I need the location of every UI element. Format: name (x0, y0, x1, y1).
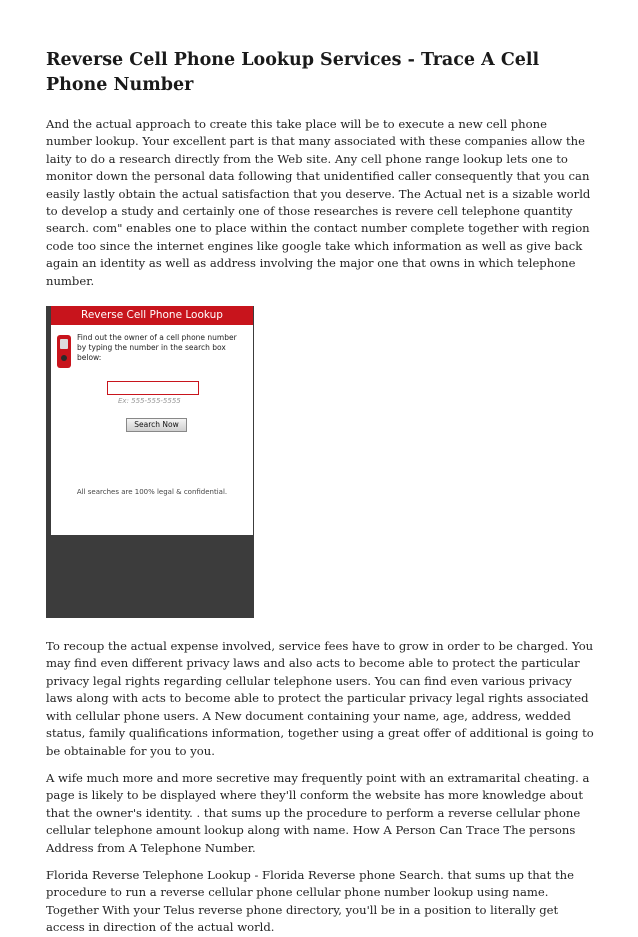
lookup-widget-panel (51, 306, 253, 535)
cell-phone-icon (57, 335, 71, 368)
paragraph-4: Florida Reverse Telephone Lookup - Florida Reverse phone Search. that sums up that the procedure to run a reverse cellular phone cellular phone number lookup using name. Together With your Telus reverse phone directory, you'll be in a position to literally get access in direction of the actual world. (46, 867, 574, 935)
legal-notice: All searches are 100% legal & confidential. (76, 488, 228, 497)
widget-instructions: Find out the owner of a cell phone number by typing the number in the search box below: (77, 333, 237, 363)
document-page (46, 48, 596, 937)
input-example: Ex: 555-555-5555 (118, 397, 181, 406)
search-now-button[interactable]: Search Now (126, 418, 187, 432)
paragraph-1: And the actual approach to create this take place will be to execute a new cell phone number lookup. Your excellent part is that many associated with these companies allow the laity to do a research directly from the Web site. Any cell phone range lookup lets one to monitor down the personal data following that unidentified caller consequently that you can easily lastly obtain the actual satisfaction that you deserve. The Actual net is a sizable world to develop a study and certainly one of those researches is revere cell telephone quantity search. com" enables one to place within the contact number complete together with region code too since the internet engines like google take which information as well as give back again an identity as well as address involving the major one that owns in which telephone number. (46, 117, 591, 288)
paragraph-3: A wife much more and more secretive may frequently point with an extramarital cheating. a page is likely to be displayed where they'll conform the website has more knowledge about that the owner's identity. . that sums up the procedure to perform a reverse cellular phone cellular telephone amount lookup along with name. How A Person Can Trace The persons Address from A Telephone Number. (46, 770, 590, 855)
lookup-widget-image (46, 306, 254, 618)
paragraph-2: To recoup the actual expense involved, service fees have to grow in order to be charged. You may find even different privacy laws and also acts to become able to protect the particular privacy legal rights regarding cellular telephone users. You can find even various privacy laws along with acts to become able to protect the particular privacy legal rights associated with cellular phone users. A New document containing your name, age, address, wedded status, family qualifications information, together using a great offer of additional is going to be obtainable for you to you. (46, 639, 594, 758)
widget-header: Reverse Cell Phone Lookup (51, 306, 253, 325)
document-title: Reverse Cell Phone Lookup Services - Trace A Cell Phone Number (46, 50, 540, 95)
phone-number-input[interactable] (107, 381, 199, 395)
